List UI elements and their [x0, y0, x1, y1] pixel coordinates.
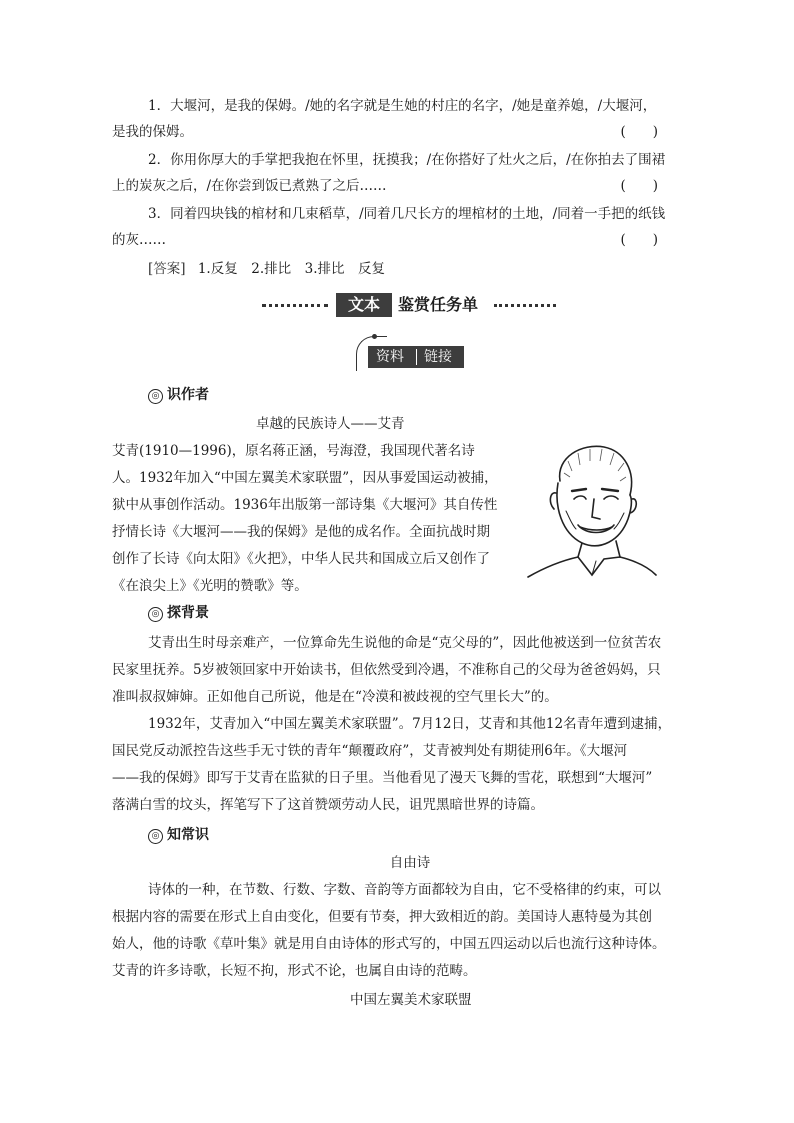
subsection-knowledge-label: 知常识: [167, 827, 209, 843]
exercise-2-line-1: 2．你用你厚大的手掌把我抱在怀里，抚摸我；/在你搭好了灶火之后，/在你拍去了围裙: [148, 152, 666, 168]
badge-separator: [416, 349, 417, 365]
author-portrait-image: [520, 437, 660, 579]
materials-link-badge: [368, 346, 464, 368]
background-line: 1932年，艾青加入“中国左翼美术家联盟”。7月12日，艾青和其他12名青年遭到逮捕，: [148, 716, 672, 732]
next-topic-title: 中国左翼美术家联盟: [350, 992, 472, 1008]
knowledge-line: 始人，他的诗歌《草叶集》就是用自由诗体的形式写的，中国五四运动以后也流行这种诗体。: [112, 936, 666, 952]
background-line: 民家里抚养。5岁被领回家中开始读书，但依然受到冷遇，不准称自己的父母为爸爸妈妈，只: [112, 662, 661, 678]
answer-text: 1.反复 2.排比 3.排比 反复: [197, 261, 385, 277]
background-line: 艾青出生时母亲难产，一位算命先生说他的命是“克父母的”，因此他被送到一位贫苦农: [148, 635, 662, 651]
answer-tag: [答案]: [148, 261, 186, 277]
subsection-author-label: 识作者: [167, 387, 209, 403]
subsection-author-head: [148, 385, 209, 405]
section-divider-right: [494, 304, 556, 309]
exercise-1-answer-blank: ( ): [620, 124, 658, 140]
knowledge-line: 根据内容的需要在形式上自由变化，但要有节奏，押大致相近的韵。美国诗人惠特曼为其创: [112, 909, 652, 925]
badge-label-left: 资料: [376, 349, 404, 365]
subsection-background-label: 探背景: [167, 605, 209, 621]
author-line: 人。1932年加入“中国左翼美术家联盟”，因从事爱国运动被捕，: [112, 470, 498, 486]
knowledge-title: 自由诗: [389, 855, 431, 871]
badge-dot-decoration: [372, 334, 377, 339]
section-divider-left: [262, 304, 328, 309]
author-line: 《在浪尖上》《光明的赞歌》等。: [112, 578, 308, 594]
background-line: 落满白雪的坟头，挥笔写下了这首赞颂劳动人民，诅咒黑暗世界的诗篇。: [112, 797, 544, 813]
knowledge-line: 艾青的许多诗歌，长短不拘，形式不论，也属自由诗的范畴。: [112, 963, 477, 979]
background-line: ——我的保姆》即写于艾青在监狱的日子里。当他看见了漫天飞舞的雪花，联想到“大堰河”: [112, 770, 653, 786]
answer: [148, 259, 385, 279]
author-line: 创作了长诗《向太阳》《火把》，中华人民共和国成立后又创作了: [112, 551, 490, 567]
author-line: 艾青(1910—1996)，原名蒋正涵，号海澄，我国现代著名诗: [112, 443, 475, 459]
circle-c-icon: ◎: [148, 389, 163, 404]
circle-c-icon: ◎: [148, 829, 163, 844]
exercise-2-line-2: 上的炭灰之后，/在你尝到饭已煮熟了之后……: [112, 178, 387, 194]
circle-c-icon: ◎: [148, 607, 163, 622]
exercise-3-line-1: 3．同着四块钱的棺材和几束稻草，/同着几尺长方的埋棺材的土地，/同着一手把的纸钱: [148, 206, 666, 222]
exercise-2-answer-blank: ( ): [620, 178, 658, 194]
exercise-1-line-2: 是我的保姆。: [112, 124, 193, 140]
background-line: 国民党反动派控告这些手无寸铁的青年“颠覆政府”，艾青被判处有期徒刑6年。《大堰河: [112, 743, 628, 759]
author-line: 抒情长诗《大堰河——我的保姆》是他的成名作。全面抗战时期: [112, 524, 490, 540]
exercise-3-answer-blank: ( ): [620, 232, 658, 248]
badge-label-right: 链接: [424, 349, 452, 365]
section-label-box: 文本: [336, 293, 392, 317]
background-line: 准叫叔叔婶婶。正如他自己所说，他是在“冷漠和被歧视的空气里长大”的。: [112, 689, 558, 705]
section-title: 鉴赏任务单: [398, 295, 479, 314]
author-line: 狱中从事创作活动。1936年出版第一部诗集《大堰河》其自传性: [112, 497, 498, 513]
author-title: 卓越的民族诗人——艾青: [256, 416, 405, 432]
subsection-background-head: [148, 603, 209, 623]
exercise-1-line-1: 1．大堰河，是我的保姆。/她的名字就是生她的村庄的名字，/她是童养媳，/大堰河，: [148, 98, 657, 114]
exercise-3-line-2: 的灰……: [112, 232, 166, 248]
knowledge-line: 诗体的一种，在节数、行数、字数、音韵等方面都较为自由，它不受格律的约束，可以: [148, 882, 661, 898]
subsection-knowledge-head: [148, 825, 209, 845]
